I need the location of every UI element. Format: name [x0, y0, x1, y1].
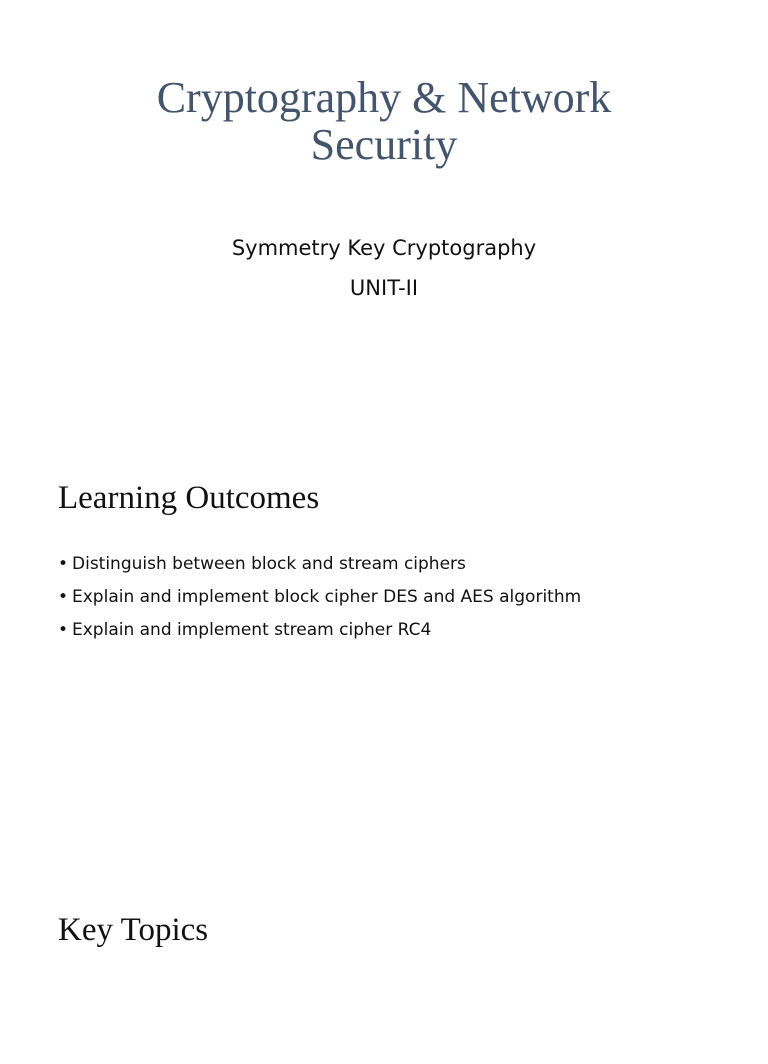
- slide-title: [0, 74, 768, 168]
- slide-title-line-2: Security: [310, 120, 458, 169]
- subtitle-topic: Symmetry Key Cryptography: [231, 236, 537, 260]
- list-item-text: Distinguish between block and stream ciphers: [72, 554, 466, 574]
- subtitle-unit: UNIT-II: [349, 276, 419, 300]
- bullet-icon: •: [58, 554, 69, 574]
- key-topics-heading: Key Topics: [58, 912, 209, 948]
- slide-title-line-1: Cryptography & Network: [156, 73, 612, 122]
- key-topics-slide: [0, 864, 768, 1064]
- list-item-text: Explain and implement block cipher DES and AES algorithm: [72, 587, 582, 607]
- bullet-icon: •: [58, 587, 69, 607]
- bullet-icon: •: [58, 620, 69, 640]
- list-item-text: Explain and implement stream cipher RC4: [72, 620, 432, 640]
- learning-outcomes-heading: Learning Outcomes: [58, 480, 320, 516]
- list-item: [58, 581, 581, 614]
- slide-subtitle: [0, 228, 768, 308]
- title-slide: [0, 0, 768, 432]
- learning-outcomes-slide: [0, 432, 768, 864]
- learning-outcomes-list: [58, 548, 581, 647]
- list-item: [58, 548, 581, 581]
- list-item: [58, 614, 581, 647]
